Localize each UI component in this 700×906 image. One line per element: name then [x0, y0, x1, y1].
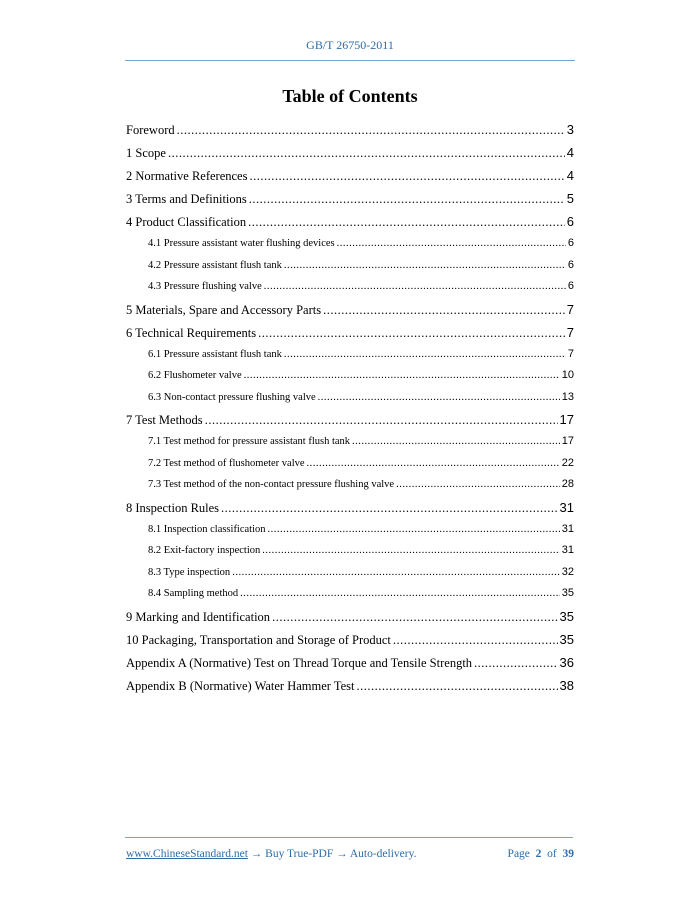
toc-page-number: 6: [566, 214, 574, 229]
toc-entry-label: 8.2 Exit-factory inspection: [148, 545, 261, 556]
toc-page-number: 31: [561, 522, 574, 535]
toc-page-number: 6: [567, 258, 574, 271]
toc-entry-label: Appendix A (Normative) Test on Thread Torque and Tensile Strength: [126, 655, 473, 670]
toc-entry-label: 4.2 Pressure assistant flush tank: [148, 259, 282, 271]
toc-leader: [268, 519, 560, 541]
toc-leader: [323, 299, 565, 322]
toc-entry[interactable]: [126, 187, 574, 210]
toc-entry-label: 10 Packaging, Transportation and Storage of Product: [126, 632, 391, 647]
footer-promo: [126, 848, 416, 860]
toc-page-number: 32: [561, 565, 574, 578]
toc-entry-label: 7.3 Test method of the non-contact pressure flushing valve: [148, 479, 395, 490]
toc-leader: [168, 142, 565, 165]
toc-subentry[interactable]: [126, 233, 574, 255]
toc-page-number: 5: [566, 191, 574, 206]
page-title: Table of Contents: [282, 86, 418, 106]
toc-entry[interactable]: [126, 118, 574, 141]
page-label: Page: [507, 848, 530, 860]
toc-entry-label: 6 Technical Requirements: [126, 325, 257, 340]
toc-leader: [284, 255, 566, 277]
toc-entry-label: 4.3 Pressure flushing valve: [148, 281, 262, 292]
toc-leader: [177, 119, 565, 142]
toc-leader: [393, 629, 558, 652]
toc-subentry[interactable]: [126, 540, 574, 562]
toc-leader: [232, 562, 560, 584]
toc-entry[interactable]: [126, 651, 574, 674]
toc-page-number: 35: [559, 608, 574, 624]
toc-subentry[interactable]: [126, 562, 574, 584]
toc-page-number: 36: [559, 654, 574, 670]
toc-entry-label: 3 Terms and Definitions: [126, 192, 247, 206]
table-of-contents: [126, 118, 574, 697]
toc-entry-label: 8.4 Sampling method: [148, 588, 239, 599]
toc-page-number: 28: [561, 478, 574, 490]
toc-entry-label: 8.1 Inspection classification: [148, 523, 266, 535]
toc-leader: [272, 606, 557, 629]
toc-entry-label: 7 Test Methods: [126, 413, 203, 427]
toc-page-number: 17: [561, 435, 574, 447]
toc-leader: [307, 453, 560, 475]
toc-page-number: 10: [561, 369, 574, 381]
toc-entry[interactable]: [126, 408, 574, 431]
toc-entry-label: 6.1 Pressure assistant flush tank: [148, 348, 282, 360]
toc-entry-label: 5 Materials, Spare and Accessory Parts: [126, 302, 322, 317]
toc-entry-label: 7.2 Test method of flushometer valve: [148, 457, 305, 469]
toc-leader: [249, 188, 565, 211]
footer-divider: [125, 837, 573, 838]
toc-entry-label: Appendix B (Normative) Water Hammer Test: [126, 678, 355, 693]
toc-subentry[interactable]: [126, 276, 574, 298]
website-link[interactable]: www.ChineseStandard.net: [126, 848, 248, 860]
toc-page-number: 4: [566, 145, 574, 160]
toc-page-number: 7: [567, 347, 574, 360]
toc-subentry[interactable]: [126, 583, 574, 605]
toc-entry[interactable]: [126, 496, 574, 519]
toc-page-number: 13: [561, 390, 574, 403]
toc-leader: [262, 540, 559, 562]
footer-tagline: → Buy True-PDF → Auto-delivery.: [247, 848, 417, 860]
toc-entry-label: 8.3 Type inspection: [148, 566, 231, 578]
toc-entry[interactable]: [126, 674, 574, 697]
toc-subentry[interactable]: [126, 344, 574, 366]
toc-leader: [264, 276, 566, 298]
toc-page-number: 31: [559, 499, 574, 515]
toc-leader: [284, 344, 566, 366]
toc-entry-label: 1 Scope: [126, 146, 166, 160]
toc-leader: [352, 431, 560, 453]
toc-entry-label: 6.3 Non-contact pressure flushing valve: [148, 391, 316, 403]
toc-entry[interactable]: [126, 628, 574, 651]
page-of-label: of: [547, 848, 557, 860]
toc-subentry[interactable]: [126, 365, 574, 387]
toc-page-number: 22: [561, 456, 574, 469]
toc-page-number: 6: [567, 280, 574, 292]
toc-entry-label: 4 Product Classification: [126, 215, 247, 229]
toc-entry-label: 9 Marking and Identification: [126, 609, 271, 624]
running-header: GB/T 26750-2011: [306, 38, 394, 52]
toc-entry-label: 8 Inspection Rules: [126, 500, 220, 515]
toc-page-number: 7: [566, 324, 574, 340]
toc-entry[interactable]: [126, 164, 574, 187]
toc-subentry[interactable]: [126, 431, 574, 453]
toc-entry[interactable]: [126, 141, 574, 164]
toc-entry[interactable]: [126, 605, 574, 628]
toc-entry[interactable]: [126, 298, 574, 321]
toc-entry[interactable]: [126, 321, 574, 344]
toc-leader: [357, 675, 558, 698]
toc-subentry[interactable]: [126, 387, 574, 409]
toc-entry-label: 7.1 Test method for pressure assistant flush tank: [148, 436, 351, 447]
toc-entry-label: 6.2 Flushometer valve: [148, 370, 242, 381]
toc-page-number: 38: [559, 677, 574, 693]
toc-leader: [244, 365, 560, 387]
total-pages-number: 39: [562, 848, 574, 860]
toc-leader: [248, 211, 565, 234]
toc-leader: [249, 165, 564, 188]
toc-entry[interactable]: [126, 210, 574, 233]
header-divider: [125, 60, 575, 61]
toc-entry-label: 2 Normative References: [126, 169, 248, 183]
toc-leader: [474, 652, 557, 675]
toc-leader: [240, 583, 560, 605]
toc-entry-label: 4.1 Pressure assistant water flushing devices: [148, 238, 335, 249]
toc-page-number: 7: [566, 301, 574, 317]
toc-page-number: 6: [567, 237, 574, 249]
toc-page-number: 3: [566, 122, 574, 137]
toc-subentry[interactable]: [126, 453, 574, 475]
toc-leader: [318, 387, 560, 409]
toc-leader: [337, 233, 566, 255]
toc-page-number: 17: [559, 412, 574, 427]
toc-subentry[interactable]: [126, 255, 574, 277]
toc-leader: [258, 322, 565, 345]
toc-subentry[interactable]: [126, 474, 574, 496]
toc-leader: [396, 474, 560, 496]
toc-leader: [205, 409, 558, 432]
toc-page-number: 35: [559, 631, 574, 647]
toc-page-number: 31: [561, 544, 574, 556]
toc-page-number: 35: [561, 587, 574, 599]
toc-leader: [221, 497, 557, 520]
page-indicator: [508, 848, 574, 860]
current-page-number: 2: [535, 848, 542, 860]
toc-entry-label: Foreword: [126, 123, 175, 137]
toc-subentry[interactable]: [126, 519, 574, 541]
toc-page-number: 4: [566, 168, 574, 183]
